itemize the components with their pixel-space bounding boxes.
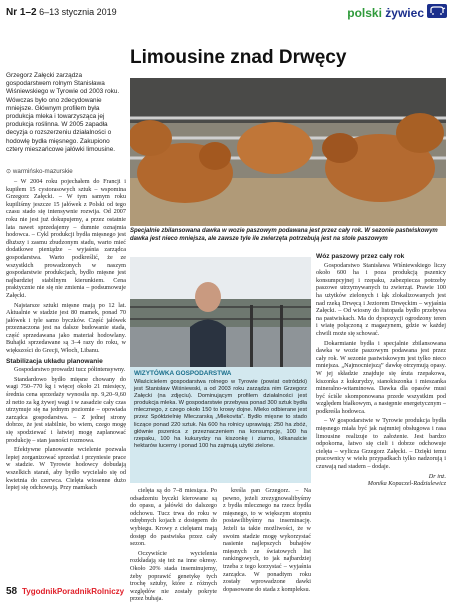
- publication-name: TygodnikPoradnikRolniczy: [22, 587, 125, 596]
- col5-heading: Wóz paszowy przez cały rok: [316, 253, 405, 260]
- cattle-photo: [130, 78, 446, 226]
- farm-info-heading: WIZYTÓWKA GOSPODARSTWA: [134, 370, 232, 377]
- article-lead: Grzegorz Załęcki zarządza gospodarstwem rolnym Stanisława Wiśniewskiego w Tyrowie od 2003 roku. Wówczas było ono zdecydowanie mniejsze. Głównym profilem była produkcja mleka i towarzysząca jej produkcja roślinna. W 2005 zapadła decyzja o rozszerzeniu działalności o hodowlę bydła mięsnego. Zakupiono cztery mieszańcowe jałówki limousine.: [6, 72, 120, 153]
- col1-heading: Stabilizacja układu planowanie: [6, 357, 103, 365]
- column-1: [6, 178, 126, 494]
- brand-part2: żywiec: [385, 6, 424, 20]
- cow-icon: [426, 3, 448, 19]
- col5-paragraph-3: – W gospodarstwie w Tyrowie produkcja bydła mięsnego miała być jak najmniej obsługowa i rasa limousine realizuje to założenie. Jest bardzo odpokorna, łatwo się cieli i dobrze odchowuje cielęta – wylicza Grzegorz Załęcki. – Dzięki temu pracownicy w wielu przypadkach tylko nadzorują i czuwają nad stadem – dodaje.: [316, 417, 446, 471]
- page-footer: [0, 584, 454, 600]
- map-pin-icon: ⊙: [6, 168, 12, 175]
- page-header: [0, 0, 454, 30]
- page-number: 58: [6, 586, 18, 597]
- col3-paragraph-2: Oczywiście wycielenia rozkładają się też na inne okresy. Około 20% stada inseminujemy, żeby poprawić genetykę tych trochę sztuby, które z różnych względów nie zostały pokryte przez buhaja.: [130, 549, 217, 603]
- section-brand: [347, 6, 424, 20]
- signature: [316, 473, 446, 488]
- signature-title: Dr inż.: [428, 472, 446, 480]
- col3-paragraph-1: cielęta są do 7–8 miesiąca. Po odsadzeniu byczki kierowane są do opasu, a jałówki do dalszego odchowu. Tucz trwa do roku w odrębnych kojach z dostępem do wybiegu. Krowy z cielętami mają dostęp do pastwiska przez cały sezon.: [130, 487, 217, 548]
- photo1-caption: Specjalnie zbilansowana dawka w wozie paszowym podawana jest przez cały rok. W sezonie pastwiskowym dawka jest nieco mniejsza, ale zawsze tyle ile zwierzęta potrzebują jest na stole paszowym: [130, 228, 438, 242]
- col1-paragraph-1: – W 2004 roku pojechałem do Francji i kupiłem 15 cystorasowych sztuk – wspomina Grzegorz Załęcki. – W tym samym roku kupiliśmy jeszcze 15 jałówek z Polski od tego czasu stado się intensywnie rozwija. Od 2007 roku nie jest już dokupujemy, a przez ostatnie lata nawet sprzedajemy – dumnie oznajmia hodowca. – Cykl produkcji bydła mięsnego jest dłuższy i zasmu zbudzonym stadu, warto mieć dodatkowe pieniądze – wyjaśnia zarządca gospodarstwa. Warto podkreślić, że ze wszystkich prowadzonych w naszym gospodarstwie produkcjach, bydło mięsne jest najbardziej stabilnym kierunkiem. Cena praktycznie nie się nie zmienia – podsumowuje Załęcki.: [6, 178, 126, 299]
- column-4: [223, 487, 311, 595]
- col5-paragraph-2: Dokarmianie bydła i specjalnie zbilansowana dawka w wozie paszowym podawana jest przez cały rok. W sezonie pastwiskowym jest tylko nieco mniejsza. „Najmocniejszą” dawkę otrzymują opasy. W jej składzie znajduje się śruta rzepakowa, kiszonka z kukurydzy, sianokiszonka i mieszanka mineralno-witaminowa. Dawka dla opasów musi być ściśle skomponowana przede wszystkim pod względem białkowym, a następnie energetycznym – podkreśla hodowca.: [316, 339, 446, 415]
- col5-paragraph-1: Gospodarstwo Stanisława Wiśniewskiego liczy około 600 ha i poza produkcją pszenicy konsumpcyjnej i rzepaku, zabezpiecza potrzeby paszowe utrzymywanych tu zwierząt. Prawie 100 ha użytków zielonych i łąk zlokalizowanych jest nad rzeką Drwęcą i Jeziorem Drwęckim – wyjaśnia Załęcki. – Od wiosny do listopada bydło przebywa na pastwiskach. Ma do dyspozycji ogrodzony teren i wiatę połączoną z magazynem, gdzie w każdej chwili może się schować.: [316, 261, 446, 337]
- brand-part1: polski: [347, 6, 382, 20]
- signature-name: Monika Kopaczel-Radziulewicz: [367, 480, 446, 488]
- col4-paragraph-1: kreśla pan Grzegorz. – Na pewno, jeżeli zrezygnowalibyśmy z bydła mlecznego na rzecz bydła mięsnego, to w większym stopniu postawilibyśmy na inseminację. Jeżeli ta takie możliwości, że w swoim stadzie mogę wykorzystać nasienie najlepszych buhajów mięsnych ze światowych list rankingowych, to jak najbardziej trzeba z tego korzystać – wyjaśnia zarządca. W ponadtym roku zostały wprowadzone dawki dopasowane do stada z kompleksu.: [223, 487, 311, 593]
- issue-dates: 6–13 stycznia 2019: [39, 7, 117, 17]
- column-5: [316, 250, 446, 488]
- col1-paragraph-2: Najstarsze sztuki mięsne mają po 12 lat. Aktualnie w stadzie jest 80 mamek, ponad 70 jałówek i tyle samo byczków. Część jałówek przeznaczona jest na dalsze budowanie stada, część sprzedawana jako materiał hodowlany. Buhajki sprzedawane są 3–4 razy do roku, w większości do Grecji, Włoch, Libanu.: [6, 301, 126, 355]
- cattle-photo-image: [130, 78, 446, 226]
- col1-paragraph-4: Standardowo bydło mięsne chowany do wagi 750–770 kg i więcej około 21 miesięcy, średnia cena sprzedaży wynosiła np. 9,20–9,60 zł netto za kg żywej wagi i w zasadzie cały czas utrzymuje się na jednym poziomie – opowiada zarządca gospodarstwa. – Z jednej strony dobrze, że jest stabilnie, bo wiem, czego mogę się spodziewać i łatwiej mogę zaplanować produkcję – stan jasności rozmowa.: [6, 375, 126, 444]
- farm-info-box: [130, 367, 311, 483]
- issue-number: Nr 1–2: [6, 7, 37, 18]
- farm-info-text: Właścicielem gospodarstwa rolnego w Tyrowie (powiat ostródzki) jest Stanisław Wiśniewski, a od 2003 roku zarządza nim Grzegorz Załęcki (na zdjęciu). Dominującym profilem działalności jest produkcja mleka. W gospodarstwie przebywa ponad 300 sztuk bydła mlecznego, z czego około 150 to krowy dojne. Mleko odbierane jest przez Spółdzielnię Mleczarską „Mlekovita”. Bydło mięsne to stado liczące ponad 220 sztuk. Na 600 ha rolnicy uprawiają: 250 ha zbóż, głównie pszenica z przeznaczeniem na konsumpcję, 100 ha rzepaku, 100 ha kukurydzy na kiszonkę i ziarno, kilkanaście hektarów lucerny i ponad 100 ha zajmują użytki zielone.: [134, 379, 307, 449]
- col1-paragraph-5: Efektywne planowanie wcielenie pozwala lepiej zorganizować sprzedaż i przyniesie prace w stadzie. W Tyrowie hodowcy dobudają wszelkich starań, aby bydło wycielało się od kwietnia do czerwca. Cielęta wiosenne dużo lepiej się odchowują. Przy mamkach: [6, 446, 126, 492]
- farmer-photo-image: [130, 257, 311, 367]
- article-title: Limousine znad Drwęcy: [130, 47, 347, 68]
- author-region: warmińsko-mazurskie: [12, 168, 73, 175]
- issue-info: [6, 7, 117, 18]
- col1-paragraph-3: Gospodarstwo prowadzi tucz półintensywny.: [14, 366, 126, 374]
- farmer-photo: [130, 257, 311, 367]
- author-line: [6, 168, 73, 175]
